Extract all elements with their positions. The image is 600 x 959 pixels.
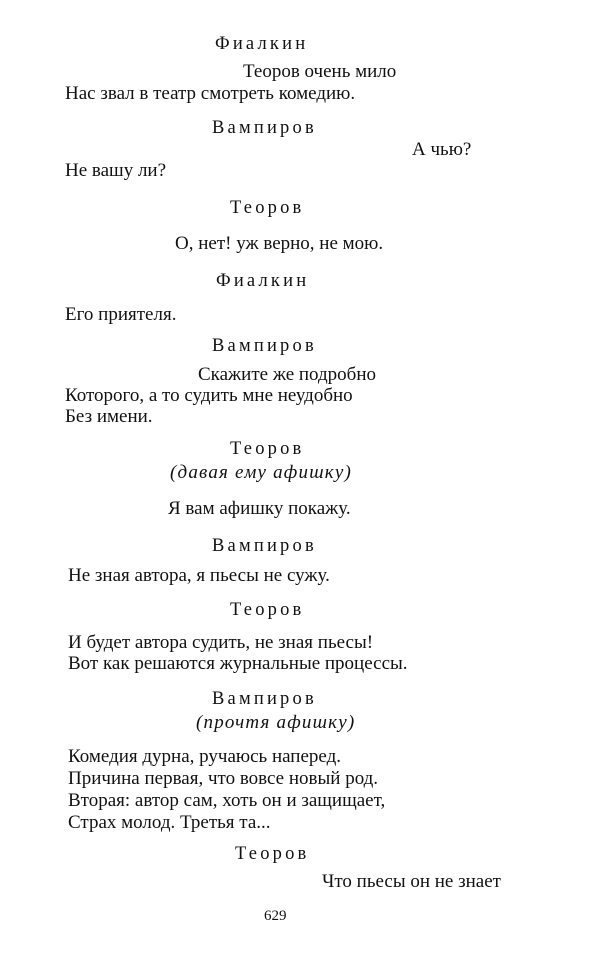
speaker-name: Вампиров xyxy=(212,118,317,138)
verse-line: Теоров очень мило xyxy=(243,61,397,82)
speaker-name: Фиалкин xyxy=(216,271,310,291)
speaker-name: Теоров xyxy=(235,844,310,864)
stage-direction: (давая ему афишку) xyxy=(170,462,352,483)
speaker-name: Вампиров xyxy=(212,536,317,556)
speaker-name: Теоров xyxy=(230,198,305,218)
verse-line: Вторая: автор сам, хоть он и защищает, xyxy=(68,790,386,811)
speaker-name: Вампиров xyxy=(212,336,317,356)
verse-line: Вот как решаются журнальные процессы. xyxy=(68,653,408,674)
verse-line: Нас звал в театр смотреть комедию. xyxy=(65,83,356,104)
verse-line: О, нет! уж верно, не мою. xyxy=(175,233,384,254)
verse-line: Причина первая, что вовсе новый род. xyxy=(68,768,379,789)
verse-line: И будет автора судить, не зная пьесы! xyxy=(68,632,374,653)
verse-line: Страх молод. Третья та... xyxy=(68,812,271,833)
page-number: 629 xyxy=(264,908,287,924)
speaker-name: Теоров xyxy=(230,439,305,459)
verse-line: Скажите же подробно xyxy=(198,364,377,385)
verse-line: Без имени. xyxy=(65,406,153,427)
verse-line: Не вашу ли? xyxy=(65,160,167,181)
verse-line: Не зная автора, я пьесы не сужу. xyxy=(68,565,330,586)
verse-line: Что пьесы он не знает xyxy=(322,871,501,892)
speaker-name: Теоров xyxy=(230,600,305,620)
verse-line: Я вам афишку покажу. xyxy=(168,498,351,519)
verse-line: Которого, а то судить мне неудобно xyxy=(65,385,353,406)
speaker-name: Вампиров xyxy=(212,689,317,709)
verse-line: Его приятеля. xyxy=(65,304,177,325)
verse-line: А чью? xyxy=(412,139,472,160)
verse-line: Комедия дурна, ручаюсь наперед. xyxy=(68,746,341,767)
stage-direction: (прочтя афишку) xyxy=(196,712,356,733)
speaker-name: Фиалкин xyxy=(215,34,309,54)
